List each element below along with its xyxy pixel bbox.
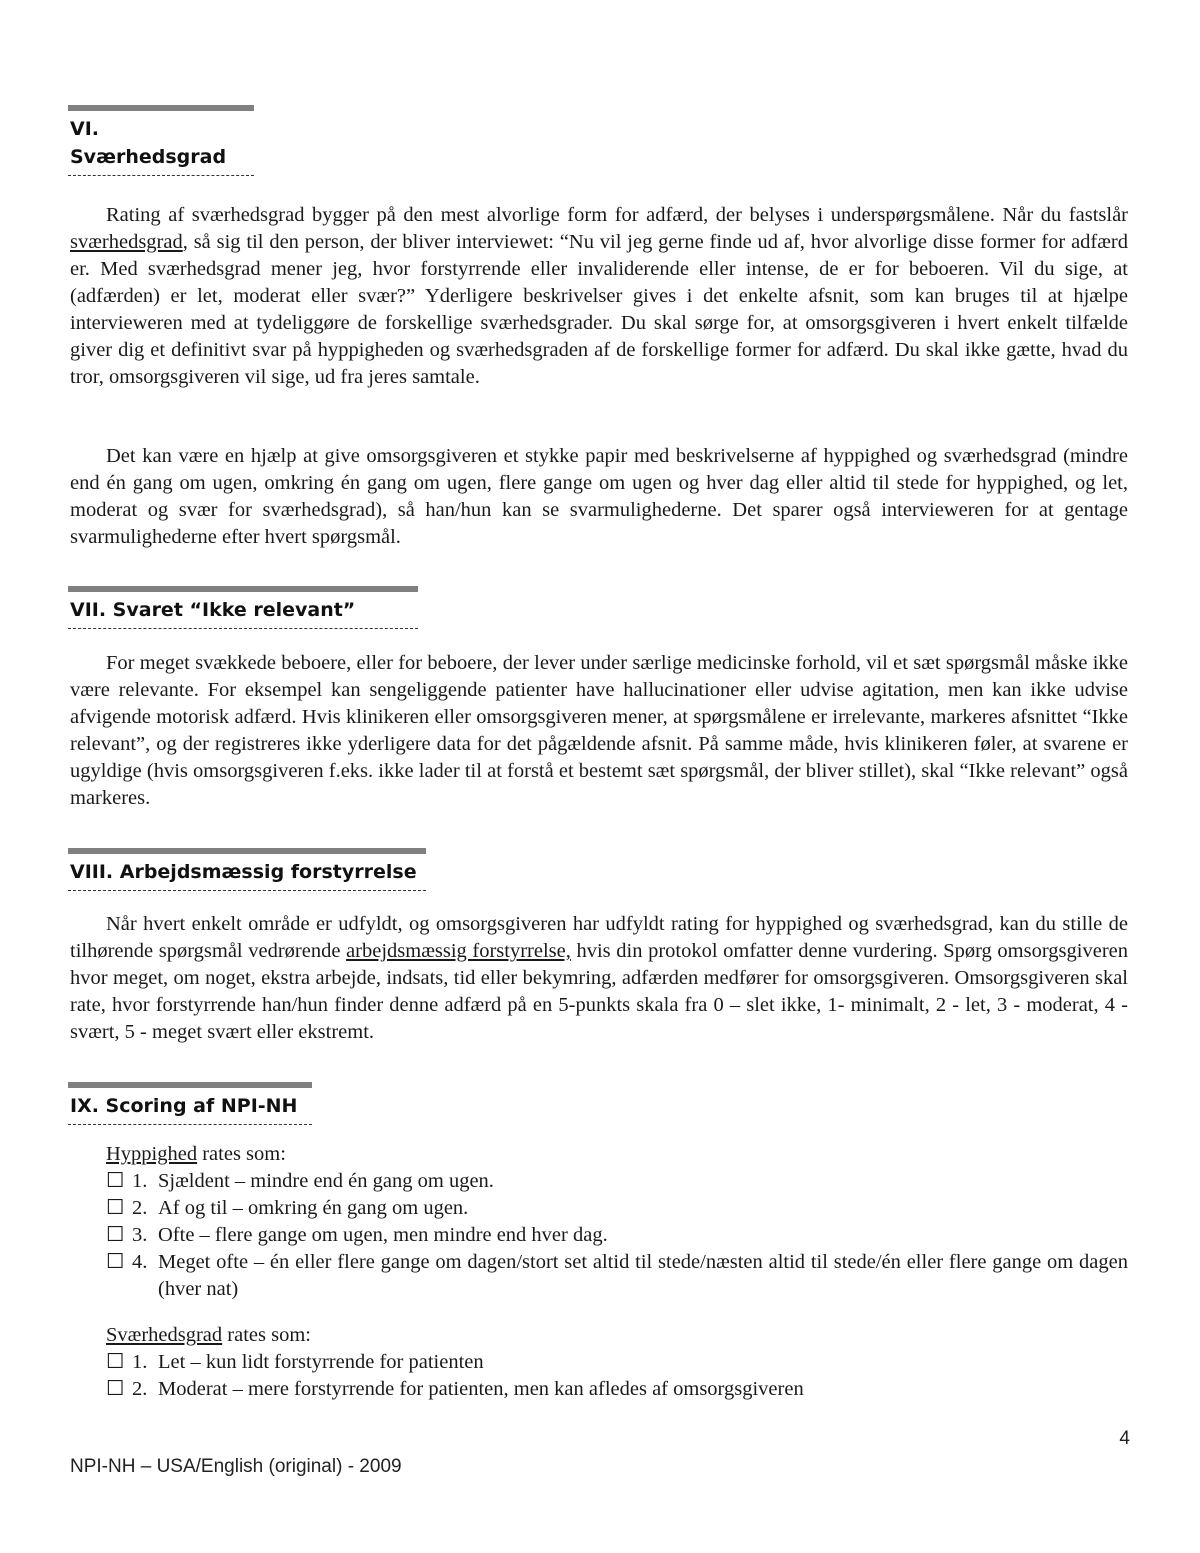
underlined-term: arbejdsmæssig forstyrrelse, xyxy=(346,940,571,962)
section-vi-paragraph-1 xyxy=(70,202,1128,391)
option-text: Af og til – omkring én gang om ugen. xyxy=(158,1197,469,1219)
section-viii-heading xyxy=(68,848,426,891)
option-text: Sjældent – mindre end én gang om ugen. xyxy=(158,1170,494,1192)
footer-text: NPI-NH – USA/English (original) - 2009 xyxy=(70,1456,402,1477)
checkbox-icon[interactable]: ☐ xyxy=(106,1170,125,1192)
text: Rating af sværhedsgrad bygger på den mest alvorlige form for adfærd, der belyses i underspørgsmålene. Når du fastslår xyxy=(106,204,1128,226)
checkbox-icon[interactable]: ☐ xyxy=(106,1378,125,1400)
section-viii-title: VIII. Arbejdsmæssig forstyrrelse xyxy=(68,854,426,891)
section-ix-heading xyxy=(68,1082,312,1125)
section-viii-paragraph-1 xyxy=(70,911,1128,1046)
section-vi-title-line1: VI. xyxy=(70,118,99,140)
option-text: Ofte – flere gange om ugen, men mindre end hver dag. xyxy=(158,1224,608,1246)
section-vii-title: VII. Svaret “Ikke relevant” xyxy=(68,592,418,629)
severity-lead xyxy=(106,1322,1128,1349)
section-vi-title-line2: Sværhedsgrad xyxy=(70,146,227,168)
section-ix-title: IX. Scoring af NPI-NH xyxy=(68,1088,312,1125)
option-number: 4. xyxy=(132,1251,148,1273)
section-vii-paragraph-1: For meget svækkede beboere, eller for beboere, der lever under særlige medicinske forhold, vil et sæt spørgsmål måske ikke være relevante. For eksempel kan sengeliggende patienter have hallucinationer eller udvise agitation, men kan ikke udvise afvigende motorisk adfærd. Hvis klinikeren eller omsorgsgiveren mener, at spørgsmålene er irrelevante, markeres afsnittet “Ikke relevant”, og der registreres ikke yderligere data for det pågældende afsnit. På samme måde, hvis klinikeren føler, at svarene er ugyldige (hvis omsorgsgiveren f.eks. ikke lader til at forstå et bestemt sæt spørgsmål, der bliver stillet), skal “Ikke relevant” også markeres. xyxy=(70,652,1128,809)
text: rates som: xyxy=(197,1143,286,1165)
page-number: 4 xyxy=(1119,1428,1130,1449)
underlined-term: sværhedsgrad xyxy=(70,231,183,253)
checkbox-icon[interactable]: ☐ xyxy=(106,1351,125,1373)
severity-scale xyxy=(106,1322,1128,1403)
text: Når hvert enkelt område er udfyldt, og omsorgsgiveren har udfyldt rating for hyppighed og sværhedsgrad, kan du stille de tilhørende spørgsmål vedrørende xyxy=(70,913,1128,962)
underlined-term: Sværhedsgrad xyxy=(106,1324,223,1346)
option-text: Let – kun lidt forstyrrende for patienten xyxy=(158,1351,484,1373)
text: rates som: xyxy=(222,1324,311,1346)
text: hvis din protokol omfatter denne vurdering. Spørg omsorgsgiveren hvor meget, om noget, ekstra arbejde, indsats, tid eller bekymring, adfærden medfører for omsorgsgiveren. Omsorgsgiveren skal rate, hvor forstyrrende han/hun finder denne adfærd på en 5-punkts skala fra 0 – slet ikke, 1- minimalt, 2 - let, 3 - moderat, 4 - svært, 5 - meget svært eller ekstremt. xyxy=(70,940,1129,1043)
checkbox-icon[interactable]: ☐ xyxy=(106,1224,125,1246)
option-text: Moderat – mere forstyrrende for patienten, men kan afledes af omsorgsgiveren xyxy=(158,1378,804,1400)
frequency-option xyxy=(106,1168,1128,1195)
frequency-option xyxy=(106,1222,1128,1249)
text: , så sig til den person, der bliver interviewet: “Nu vil jeg gerne finde ud af, hvor alvorlige disse former for adfærd er. Med sværhedsgrad mener jeg, hvor forstyrrende eller invaliderende eller intense, de er for beboeren. Vil du sige, at (adfærden) er let, moderat eller svær?” Yderligere beskrivelser gives i det enkelte afsnit, som kan bruges til at hjælpe intervieweren med at tydeliggøre de forskellige sværhedsgrader. Du skal sørge for, at omsorgsgiveren i hvert enkelt tilfælde giver dig et definitivt svar på hyppigheden og sværhedsgraden af de forskellige former for adfærd. Du skal ikke gætte, hvad du tror, omsorgsgiveren vil sige, ud fra jeres samtale. xyxy=(70,231,1128,388)
section-vii-heading xyxy=(68,586,418,629)
option-number: 3. xyxy=(132,1224,148,1246)
frequency-option xyxy=(106,1249,1128,1303)
checkbox-icon[interactable]: ☐ xyxy=(106,1251,125,1273)
option-number: 1. xyxy=(132,1351,148,1373)
section-vi-title xyxy=(68,111,254,176)
option-number: 1. xyxy=(132,1170,148,1192)
option-number: 2. xyxy=(132,1378,148,1400)
severity-option xyxy=(106,1376,1128,1403)
frequency-lead xyxy=(106,1141,1128,1168)
section-vi-heading xyxy=(68,105,254,176)
section-vi-paragraph-2: Det kan være en hjælp at give omsorgsgiveren et stykke papir med beskrivelserne af hyppighed og sværhedsgrad (mindre end én gang om ugen, omkring én gang om ugen, flere gange om ugen og hver dag eller altid til stede for hyppighed, og let, moderat og svær for sværhedsgrad), så han/hun kan se svarmulighederne. Det sparer også intervieweren for at gentage svarmulighederne efter hvert spørgsmål. xyxy=(70,445,1128,548)
frequency-option xyxy=(106,1195,1128,1222)
frequency-scale xyxy=(106,1141,1128,1303)
option-number: 2. xyxy=(132,1197,148,1219)
option-text: Meget ofte – én eller flere gange om dagen/stort set altid til stede/næsten altid til stede/én eller flere gange om dagen (hver nat) xyxy=(158,1251,1128,1300)
checkbox-icon[interactable]: ☐ xyxy=(106,1197,125,1219)
underlined-term: Hyppighed xyxy=(106,1143,198,1165)
severity-option xyxy=(106,1349,1128,1376)
